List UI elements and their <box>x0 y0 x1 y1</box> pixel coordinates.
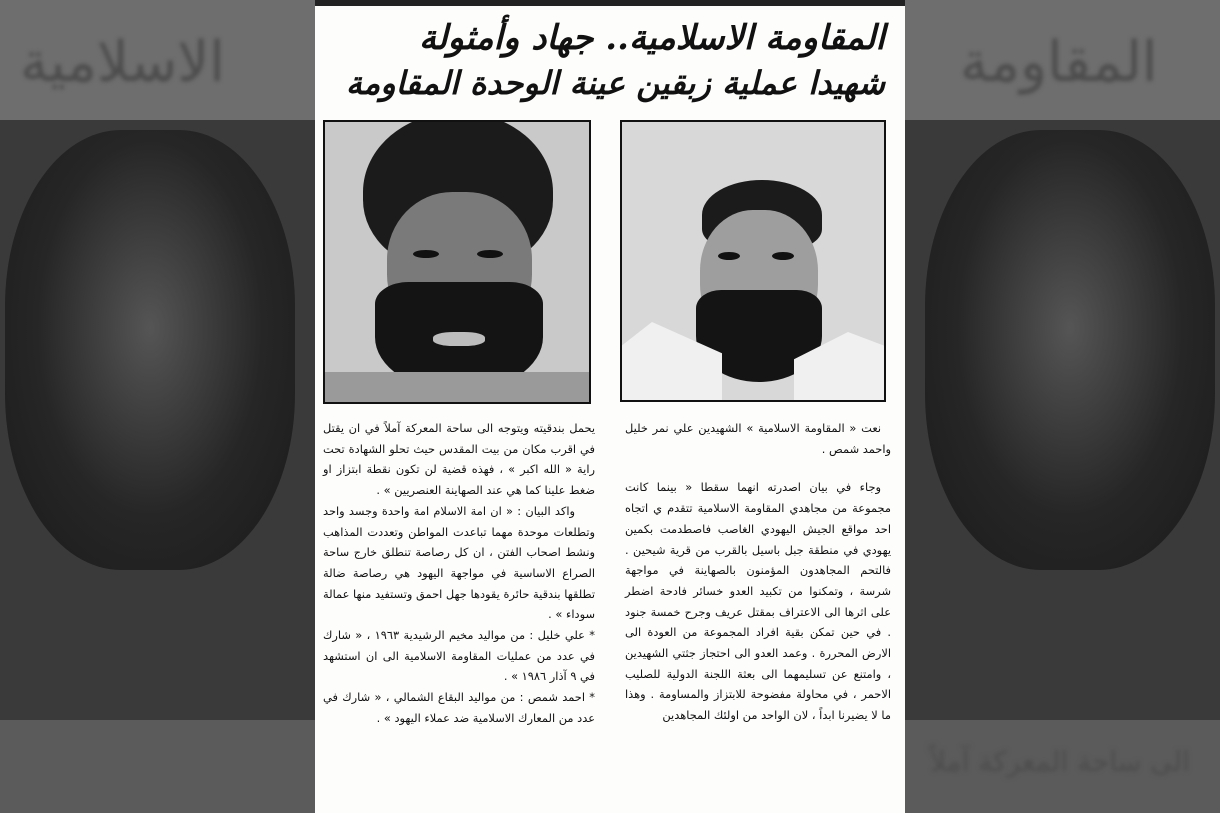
article-intro: نعت « المقاومة الاسلامية » الشهيدين علي نمر خليل واحمد شمص . <box>625 421 891 456</box>
bio-ahmad-shams: * احمد شمص : من مواليد البقاع الشمالي ، « شارك في عدد من المعارك الاسلامية ضد عملاء اليهود » . <box>323 690 595 725</box>
backdrop-ghost-face-left <box>5 130 295 570</box>
headline-line-2: شهيدا عملية زبقين عينة الوحدة المقاومة <box>345 64 885 102</box>
backdrop-ghost-text-left: الاسلامية <box>20 30 225 95</box>
clipping-top-rule <box>315 0 905 6</box>
backdrop-ghost-face-right <box>925 130 1215 570</box>
article-column-left <box>323 418 595 729</box>
backdrop-ghost-text-right: المقاومة <box>960 30 1158 95</box>
article-paragraph: واكد البيان : « ان امة الاسلام امة واحدة وجسد واحد وتطلعات موحدة مهما تباعدت المواطن وتعددت المذاهب ونشط اصحاب الفتن ، ان كل رصاصة تنطلق خارج ساحة الصراع الاساسية في مواجهة اليهود هي رصاصة ضالة تطلقها بندقية حائرة يقودها جهل احمق وتستفيد منها عمالة سوداء » . <box>323 503 595 622</box>
article-column-right <box>625 418 891 726</box>
backdrop-ghost-text-bottom: الى ساحة المعركة آملاً <box>930 745 1190 778</box>
photo-martyr-right <box>620 120 886 402</box>
newspaper-clipping <box>315 0 905 813</box>
photo-martyr-left <box>323 120 591 404</box>
article-paragraph: يحمل بندقيته ويتوجه الى ساحة المعركة آملاً في ان يقتل في اقرب مكان من بيت المقدس حيث تحلو الشهادة تحت راية « الله اكبر » ، فهذه قضية لن تكون نقطة ابتزاز او ضغط علينا كما هي عند الصهاينة العنصريين » . <box>323 421 595 498</box>
headline-line-1: المقاومة الاسلامية.. جهاد وأمثولة <box>418 18 885 58</box>
article-paragraph: وجاء في بيان اصدرته انهما سقطا « بينما كانت مجموعة من مجاهدي المقاومة الاسلامية تتقدم ي اتجاه احد مواقع الجيش اليهودي الغاصب فاصطدمت بكمين يهودي في منطقة جبل باسيل بالقرب من قرية شيحين . فالتحم المجاهدون المؤمنون بالصهاينة في مواجهة شرسة ، وتمكنوا من تكبيد العدو خسائر فادحة اضطر على اثرها الى الاعتراف بمقتل عريف وجرح خمسة جنود . في حين تمكن بقية افراد المجموعة من العودة الى الارض المحررة . وعمد العدو الى احتجاز جثتي الشهيدين ، وامتنع عن تسليمهما الى بعثة اللجنة الدولية للصليب الاحمر ، في محاولة مفضوحة للابتزاز والمساومة . وهذا ما لا يضيرنا ابداً ، لان الواحد من اولئك المجاهدين <box>625 480 891 723</box>
bio-ali-khalil: * علي خليل : من مواليد مخيم الرشيدية ١٩٦٣ ، « شارك في عدد من عمليات المقاومة الاسلامية الى ان استشهد في ٩ آذار ١٩٨٦ » . <box>323 628 595 684</box>
